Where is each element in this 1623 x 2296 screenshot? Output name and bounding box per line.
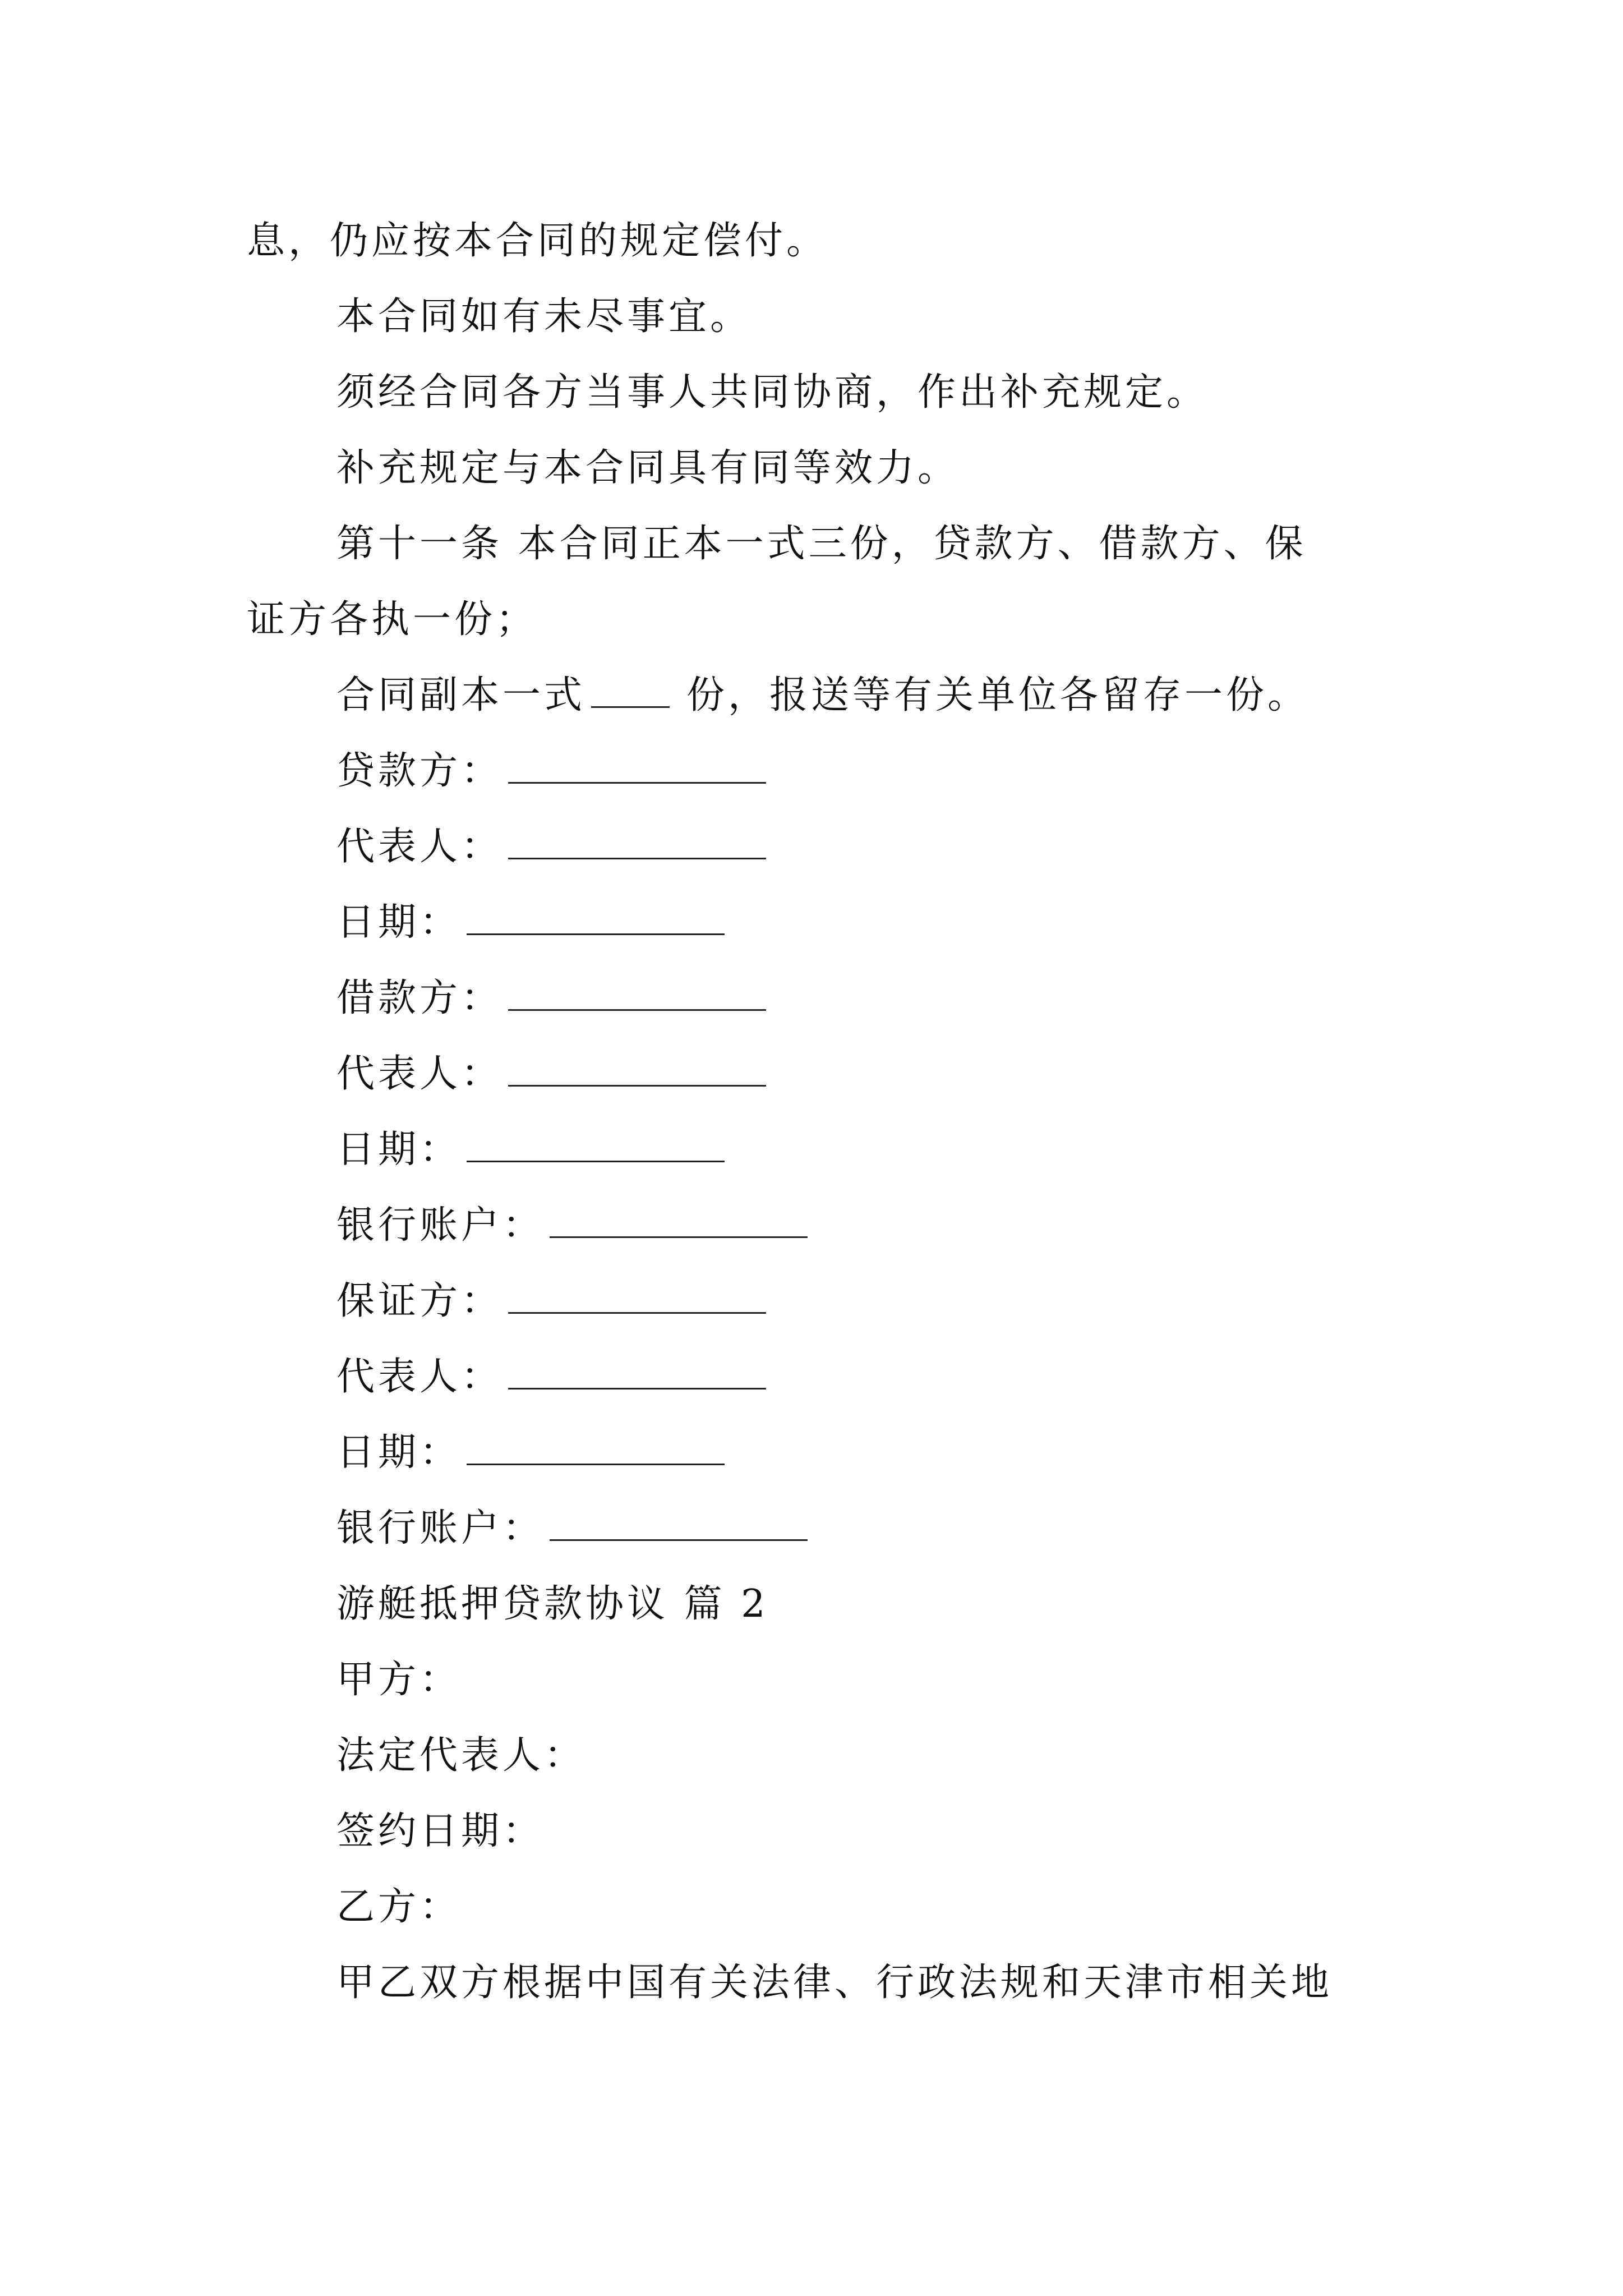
borrower-field (336, 976, 766, 1021)
field-label: 代表人： (336, 825, 503, 869)
field-label: 贷款方： (336, 749, 503, 793)
guarantor-field (336, 1279, 766, 1324)
field-label: 日期： (336, 1430, 462, 1475)
section-title: 游艇抵押贷款协议 篇 2 (336, 1582, 769, 1626)
field-label: 银行账户： (336, 1203, 545, 1248)
lender-representative-field (336, 825, 766, 869)
fill-blank (508, 825, 766, 859)
copies-blank (591, 674, 670, 708)
paragraph-line: 须经合同各方当事人共同协商，作出补充规定。 (336, 370, 1209, 415)
field-label: 借款方： (336, 976, 503, 1020)
field-label: 日期： (336, 900, 462, 945)
paragraph-line: 补充规定与本合同具有同等效力。 (336, 446, 960, 490)
copies-line-after: 份，报送等有关单位各留存一份。 (686, 673, 1310, 717)
fill-blank (508, 1280, 766, 1314)
fill-blank (467, 1128, 725, 1162)
legal-representative-line: 法定代表人： (336, 1733, 586, 1778)
fill-blank (550, 1204, 808, 1238)
lender-field (336, 749, 766, 794)
fill-blank (508, 1355, 766, 1389)
field-label: 保证方： (336, 1279, 503, 1323)
fill-blank (508, 749, 766, 784)
field-label: 日期： (336, 1128, 462, 1172)
copies-line-before: 合同副本一式 (336, 673, 586, 717)
copies-line (336, 673, 1309, 718)
fill-blank (508, 1052, 766, 1087)
borrower-date-field (336, 1128, 725, 1172)
party-a-line: 甲方： (336, 1658, 462, 1702)
paragraph-line: 甲乙双方根据中国有关法律、行政法规和天津市相关地 (336, 1961, 1333, 2005)
guarantor-date-field (336, 1430, 725, 1475)
party-b-line: 乙方： (336, 1885, 462, 1929)
field-label: 代表人： (336, 1355, 503, 1399)
borrower-representative-field (336, 1052, 766, 1097)
guarantor-representative-field (336, 1355, 766, 1400)
lender-date-field (336, 900, 725, 945)
guarantor-bank-account-field (336, 1506, 808, 1551)
fill-blank (550, 1507, 808, 1541)
field-label: 代表人： (336, 1052, 503, 1096)
paragraph-line: 本合同如有未尽事宜。 (336, 295, 752, 339)
article-eleven-line: 第十一条 本合同正本一式三份，贷款方、借款方、保 (336, 522, 1307, 566)
fill-blank (508, 977, 766, 1011)
fill-blank (467, 1431, 725, 1465)
borrower-bank-account-field (336, 1203, 808, 1248)
fill-blank (467, 901, 725, 935)
paragraph-line: 息，仍应按本合同的规定偿付。 (247, 219, 828, 263)
paragraph-line: 证方各执一份； (247, 597, 538, 642)
signing-date-line: 签约日期： (336, 1809, 545, 1853)
field-label: 银行账户： (336, 1506, 545, 1550)
